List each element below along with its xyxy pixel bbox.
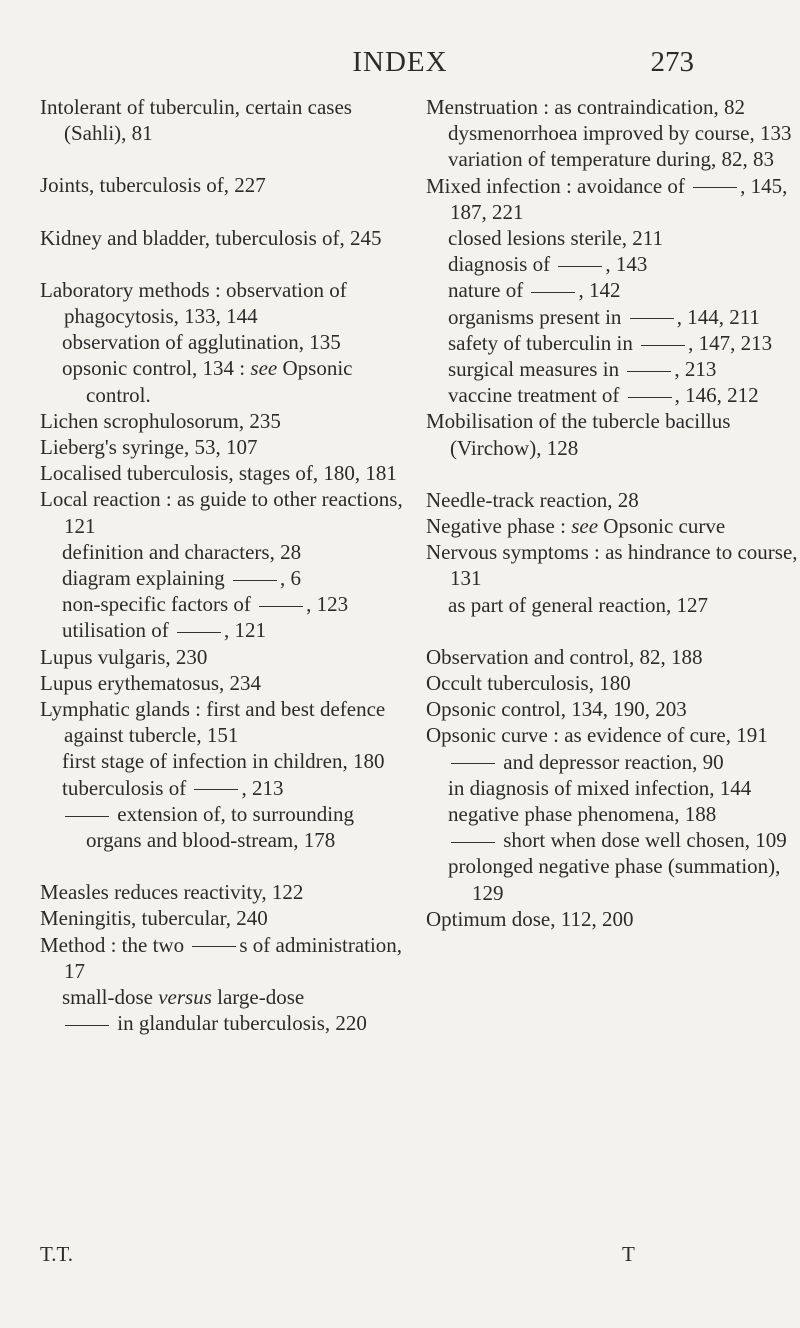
index-subentry: surgical measures in , 213 xyxy=(448,357,717,382)
ditto-dash xyxy=(641,345,685,346)
ditto-dash xyxy=(451,763,495,764)
index-entry: Lymphatic glands : first and best defence against tubercle, 151 xyxy=(40,697,386,748)
index-subentry: tuberculosis of , 213 xyxy=(62,775,284,800)
index-subentry: and depressor reaction, 90 xyxy=(426,749,800,775)
index-subentry: diagnosis of , 143 xyxy=(448,252,648,277)
index-subentry: safety of tuberculin in , 147, 213 xyxy=(448,330,773,355)
index-entry: Optimum dose, 112, 200 xyxy=(426,906,634,931)
ditto-dash xyxy=(65,816,109,817)
ditto-dash xyxy=(194,789,238,790)
index-subentry: short when dose well chosen, 109 xyxy=(426,827,800,853)
index-entry: Nervous symptoms : as hindrance to course, 131 xyxy=(426,540,798,591)
index-subentry: organisms present in , 144, 211 xyxy=(448,304,760,329)
index-entry: Lichen scrophulosorum, 235 xyxy=(40,408,281,433)
index-subentry: negative phase phenomena, 188 xyxy=(448,802,717,827)
index-subentry: vaccine treatment of , 146, 212 xyxy=(448,383,759,408)
index-entry: Lieberg's syringe, 53, 107 xyxy=(40,435,258,460)
index-subentry: utilisation of , 121 xyxy=(62,618,266,643)
index-entry: Lupus vulgaris, 230 xyxy=(40,644,208,669)
index-entry: Opsonic control, 134, 190, 203 xyxy=(426,697,687,722)
index-subentry: extension of, to surrounding organs and blood-stream, 178 xyxy=(40,801,412,853)
index-entry: Joints, tuberculosis of, 227 xyxy=(40,173,266,198)
index-entry: Method : the two s of administration, 17 xyxy=(40,932,403,983)
index-entry: Local reaction : as guide to other reactions, 121 xyxy=(40,487,403,538)
index-entry: Mobilisation of the tubercle bacillus (Virchow), 128 xyxy=(426,409,731,460)
index-subentry: variation of temperature during, 82, 83 xyxy=(448,147,774,172)
index-entry: Measles reduces reactivity, 122 xyxy=(40,880,304,905)
index-subentry: nature of , 142 xyxy=(448,278,621,303)
signature-mark-right: T xyxy=(622,1242,635,1266)
index-entry: Meningitis, tubercular, 240 xyxy=(40,906,268,931)
index-column-left xyxy=(40,94,412,1037)
index-subentry: non-specific factors of , 123 xyxy=(62,592,349,617)
ditto-dash xyxy=(630,318,674,319)
index-subentry: diagram explaining , 6 xyxy=(62,566,301,591)
ditto-dash xyxy=(177,632,221,633)
signature-mark-left: T.T. xyxy=(40,1242,74,1266)
index-entry: Observation and control, 82, 188 xyxy=(426,644,703,669)
ditto-dash xyxy=(451,842,495,843)
index-subentry: dysmenorrhoea improved by course, 133 xyxy=(448,121,792,146)
ditto-dash xyxy=(628,397,672,398)
index-subentry: closed lesions sterile, 211 xyxy=(448,226,664,251)
index-entry: Lupus erythematosus, 234 xyxy=(40,670,262,695)
index-subentry: as part of general reaction, 127 xyxy=(448,592,709,617)
page-header xyxy=(0,40,800,80)
index-subentry: in diagnosis of mixed infection, 144 xyxy=(448,775,752,800)
index-subentry: observation of agglutination, 135 xyxy=(62,330,341,355)
index-subentry: opsonic control, 134 : see Opsonic control. xyxy=(62,356,353,407)
ditto-dash xyxy=(192,946,236,947)
ditto-dash xyxy=(693,187,737,188)
ditto-dash xyxy=(531,292,575,293)
ditto-dash xyxy=(259,606,303,607)
index-entry: Menstruation : as contraindication, 82 xyxy=(426,95,746,119)
ditto-dash xyxy=(233,580,277,581)
page-title: INDEX xyxy=(352,46,448,78)
index-subentry: prolonged negative phase (summation), 129 xyxy=(448,854,781,905)
index-subentry: small-dose versus large-dose xyxy=(62,985,305,1010)
ditto-dash xyxy=(627,371,671,372)
page-number: 273 xyxy=(650,46,694,78)
index-entry: Occult tuberculosis, 180 xyxy=(426,671,631,696)
index-subentry: in glandular tuberculosis, 220 xyxy=(40,1010,412,1036)
index-entry: Negative phase : see Opsonic curve xyxy=(426,514,726,539)
index-entry: Localised tuberculosis, stages of, 180, 181 xyxy=(40,461,397,486)
ditto-dash xyxy=(65,1025,109,1026)
ditto-dash xyxy=(558,266,602,267)
index-entry: Laboratory methods : observation of phagocytosis, 133, 144 xyxy=(40,277,347,329)
index-entry: Intolerant of tuberculin, certain cases (Sahli), 81 xyxy=(40,95,352,146)
index-entry: Mixed infection : avoidance of , 145, 187, 221 xyxy=(426,173,788,224)
index-subentry: first stage of infection in children, 180 xyxy=(62,749,385,774)
index-entry: Kidney and bladder, tuberculosis of, 245 xyxy=(40,225,382,250)
index-entry: Opsonic curve : as evidence of cure, 191 xyxy=(426,723,768,748)
index-subentry: definition and characters, 28 xyxy=(62,539,302,564)
index-column-right xyxy=(426,94,800,932)
index-entry: Needle-track reaction, 28 xyxy=(426,487,639,512)
